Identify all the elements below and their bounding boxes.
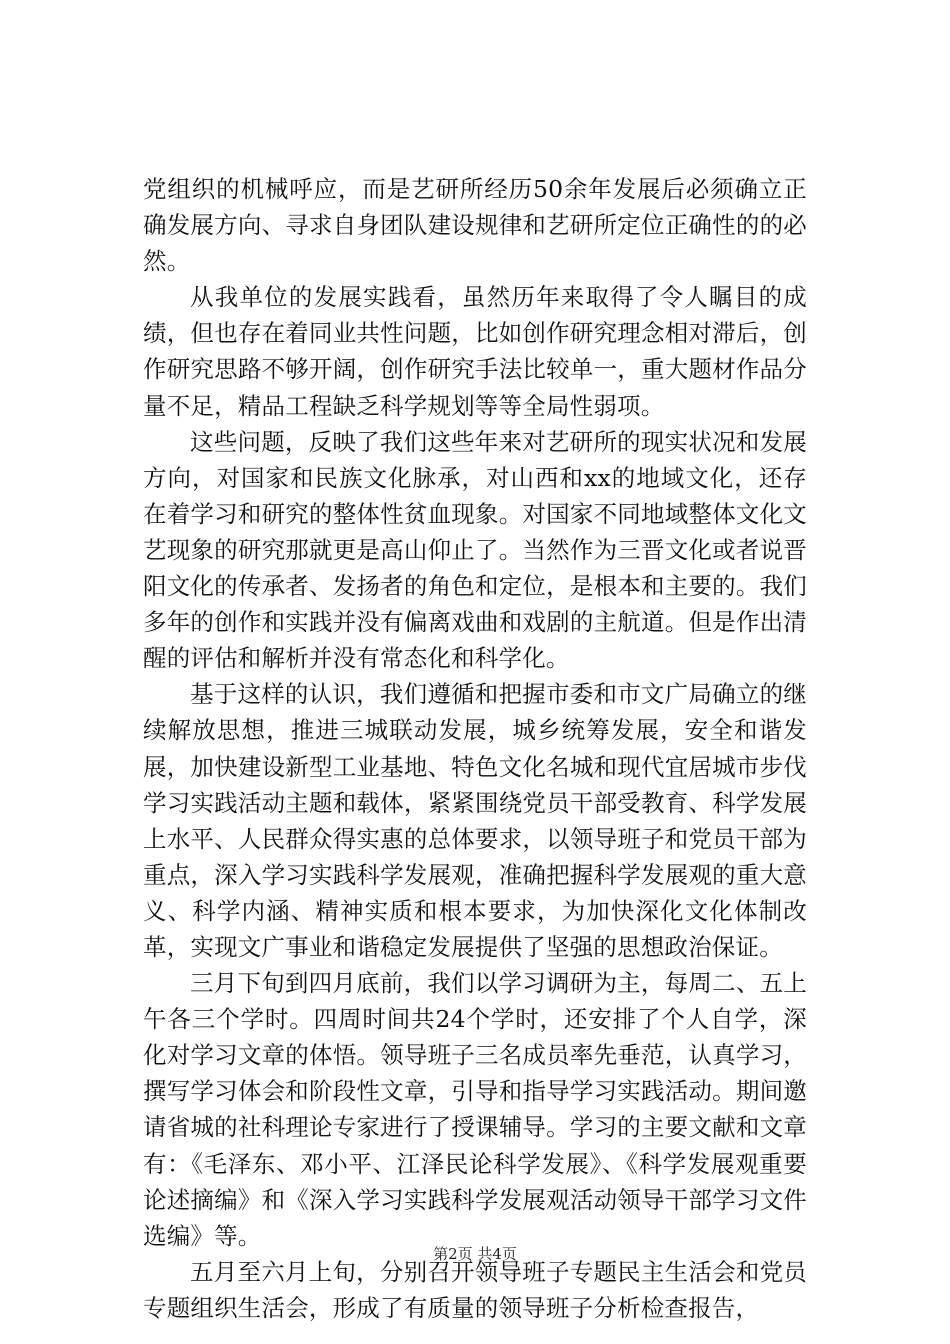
paragraph-3: 这些问题，反映了我们这些年来对艺研所的现实状况和发展方向，对国家和民族文化脉承，对山西和xx的地域文化，还存在着学习和研究的整体性贫血现象。对国家不同地域整体文化文艺现象的研究那就更是高山仰止了。当然作为三晋文化或者说晋阳文化的传承者、发扬者的角色和定位，是根本和主要的。我们多年的创作和实践并没有偏离戏曲和戏剧的主航道。但是作出清醒的评估和解析并没有常态化和科学化。 xyxy=(143,427,807,673)
page-footer xyxy=(0,1244,950,1264)
paragraph-6: 五月至六月上旬，分别召开领导班子专题民主生活会和党员专题组织生活会，形成了有质量的领导班子分析检查报告， xyxy=(143,1257,807,1322)
paragraph-5: 三月下旬到四月底前，我们以学习调研为主，每周二、五上午各三个学时。四周时间共24个学时，还安排了个人自学，深化对学习文章的体悟。领导班子三名成员率先垂范，认真学习，撰写学习体会和阶段性文章，引导和指导学习实践活动。期间邀请省城的社科理论专家进行了授课辅导。学习的主要文献和文章有：《毛泽东、邓小平、江泽民论科学发展》、《科学发展观重要论述摘编》和《深入学习实践科学发展观活动领导干部学习文件选编》等。 xyxy=(143,969,807,1250)
paragraph-4: 基于这样的认识，我们遵循和把握市委和市文广局确立的继续解放思想，推进三城联动发展，城乡统筹发展，安全和谐发展，加快建设新型工业基地、特色文化名城和现代宜居城市步伐学习实践活动主题和载体，紧紧围绕党员干部受教育、科学发展上水平、人民群众得实惠的总体要求，以领导班子和党员干部为重点，深入学习实践科学发展观，准确把握科学发展观的重大意义、科学内涵、精神实质和根本要求，为加快深化文化体制改革，实现文广事业和谐稳定发展提供了坚强的思想政治保证。 xyxy=(143,680,807,961)
paragraph-2: 从我单位的发展实践看，虽然历年来取得了令人瞩目的成绩，但也存在着同业共性问题，比如创作研究理念相对滞后，创作研究思路不够开阔，创作研究手法比较单一，重大题材作品分量不足，精品工程缺乏科学规划等等全局性弱项。 xyxy=(143,283,807,420)
document-body xyxy=(143,171,807,1326)
page-number-label: 第2页 共4页 xyxy=(433,1245,517,1263)
paragraph-1: 党组织的机械呼应，而是艺研所经历50余年发展后必须确立正确发展方向、寻求自身团队建设规律和艺研所定位正确性的的必然。 xyxy=(143,175,807,276)
